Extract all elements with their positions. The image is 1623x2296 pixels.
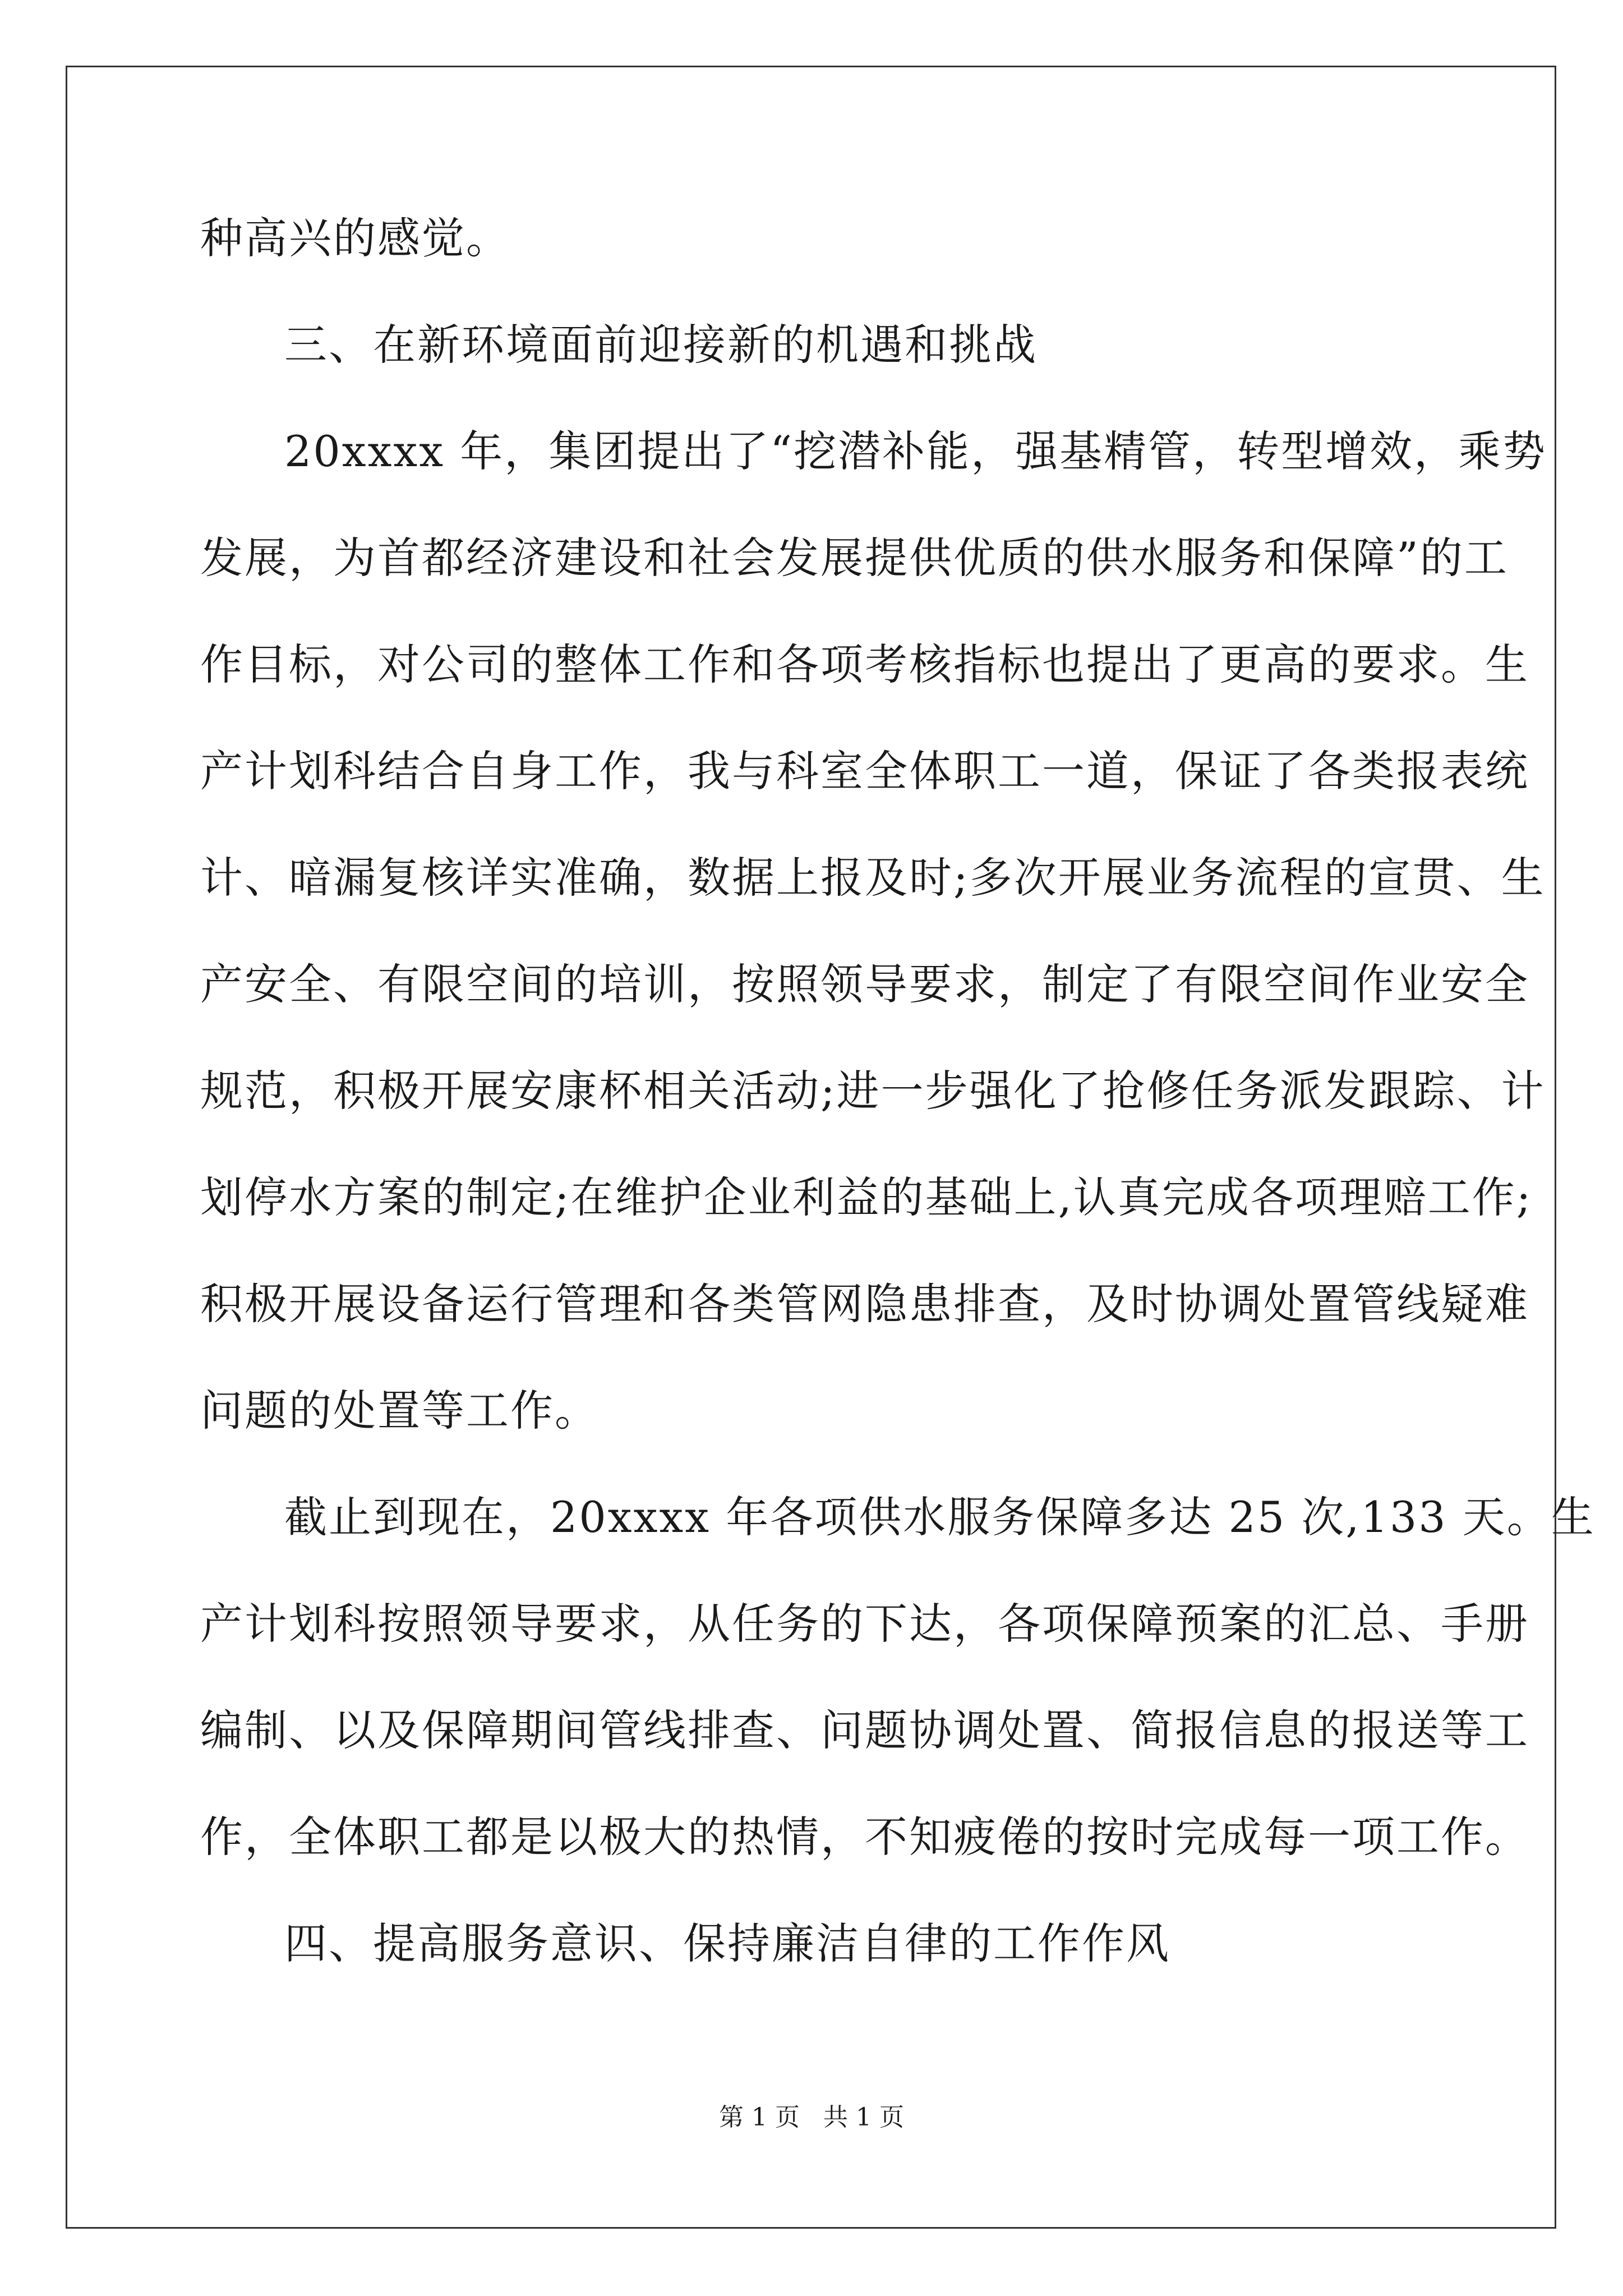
document-body [200, 185, 1596, 1997]
text-line-13: 截止到现在，20xxxx 年各项供水服务保障多达 25 次,133 天。生 [284, 1492, 1596, 1542]
text-line-9: 规范，积极开展安康杯相关活动;进一步强化了抢修任务派发跟踪、计 [200, 1066, 1546, 1116]
text-line-1: 种高兴的感觉。 [200, 213, 510, 263]
text-line-8: 产安全、有限空间的培训，按照领导要求，制定了有限空间作业安全 [200, 959, 1529, 1009]
section-heading-4: 四、提高服务意识、保持廉洁自律的工作作风 [284, 1918, 1170, 1968]
text-line-15: 编制、以及保障期间管线排查、问题协调处置、简报信息的报送等工 [200, 1705, 1529, 1755]
text-line-14: 产计划科按照领导要求，从任务的下达，各项保障预案的汇总、手册 [200, 1599, 1529, 1649]
text-line-5: 作目标，对公司的整体工作和各项考核指标也提出了更高的要求。生 [200, 639, 1529, 689]
text-line-11: 积极开展设备运行管理和各类管网隐患排查，及时协调处置管线疑难 [200, 1279, 1529, 1329]
text-line-3: 20xxxx 年，集团提出了“挖潜补能，强基精管，转型增效，乘势 [284, 426, 1547, 476]
text-line-12: 问题的处置等工作。 [200, 1386, 599, 1435]
text-line-6: 产计划科结合自身工作，我与科室全体职工一道，保证了各类报表统 [200, 746, 1529, 796]
page-number-footer: 第 1 页 共 1 页 [719, 2103, 904, 2132]
section-heading-3: 三、在新环境面前迎接新的机遇和挑战 [284, 320, 1038, 370]
text-line-4: 发展，为首都经济建设和社会发展提供优质的供水服务和保障”的工 [200, 533, 1509, 583]
text-line-16: 作，全体职工都是以极大的热情，不知疲倦的按时完成每一项工作。 [200, 1812, 1529, 1862]
text-line-10: 划停水方案的制定;在维护企业利益的基础上,认真完成各项理赔工作; [200, 1172, 1533, 1222]
text-line-7: 计、暗漏复核详实准确，数据上报及时;多次开展业务流程的宣贯、生 [200, 853, 1546, 903]
